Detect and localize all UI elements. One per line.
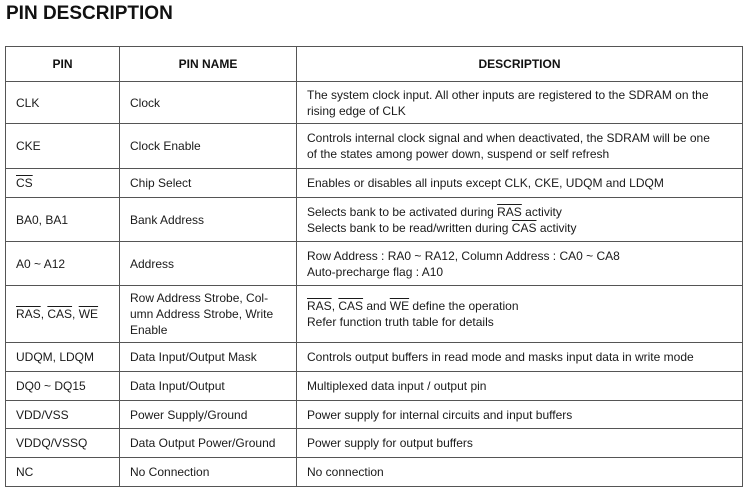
table-row <box>6 82 743 124</box>
description-line: The system clock input. All other inputs are registered to the SDRAM on the <box>307 87 709 102</box>
pin-name-cell: Data Input/Output Mask <box>120 343 297 372</box>
table-row <box>6 343 743 372</box>
description-line: of the states among power down, suspend or self refresh <box>307 147 610 161</box>
pin-name-line: Enable <box>130 323 168 337</box>
pin-cell: BA0, BA1 <box>6 198 120 242</box>
pin-name-cell: Clock Enable <box>120 124 297 169</box>
text-fragment: , <box>72 307 79 321</box>
active-low-signal: $\overline{CAS}$ <box>511 220 537 235</box>
table-row <box>6 401 743 429</box>
pin-description-table <box>5 46 743 487</box>
text-fragment: activity <box>521 204 562 219</box>
description-line <box>307 220 732 236</box>
description-cell: Enables or disables all inputs except CLK, CKE, UDQM and LDQM <box>297 169 743 198</box>
active-low-signal: $\overline{RAS}$ <box>16 307 41 321</box>
description-cell: Power supply for internal circuits and input buffers <box>297 401 743 429</box>
pin-cell: CLK <box>6 82 120 124</box>
pin-name-cell: Bank Address <box>120 198 297 242</box>
table-header-row <box>6 47 743 82</box>
pin-cell <box>6 286 120 343</box>
description-line <box>307 204 732 220</box>
pin-cell: UDQM, LDQM <box>6 343 120 372</box>
active-low-signal: $\overline{CS}$ <box>16 176 33 190</box>
header-description: DESCRIPTION <box>297 47 743 82</box>
pin-cell: A0 ~ A12 <box>6 242 120 286</box>
pin-name-cell <box>120 286 297 343</box>
pin-cell: CKE <box>6 124 120 169</box>
table-row <box>6 124 743 169</box>
description-cell <box>297 124 743 169</box>
header-pin-name: PIN NAME <box>120 47 297 82</box>
description-cell <box>297 242 743 286</box>
description-line: Row Address : RA0 ~ RA12, Column Address : CA0 ~ CA8 <box>307 248 620 263</box>
pin-name-cell: Address <box>120 242 297 286</box>
text-fragment: activity <box>536 220 577 235</box>
description-line: Controls internal clock signal and when deactivated, the SDRAM will be one <box>307 131 710 145</box>
table-row <box>6 286 743 343</box>
text-fragment: Selects bank to be read/written during <box>307 220 512 235</box>
description-cell <box>297 198 743 242</box>
pin-name-cell: Data Output Power/Ground <box>120 429 297 458</box>
pin-cell: VDD/VSS <box>6 401 120 429</box>
text-fragment: and <box>363 299 390 313</box>
text-fragment: Selects bank to be activated during <box>307 204 498 219</box>
table-row <box>6 198 743 242</box>
pin-name-cell: Power Supply/Ground <box>120 401 297 429</box>
description-line: Auto-precharge flag : A10 <box>307 264 444 279</box>
description-cell <box>297 286 743 343</box>
active-low-signal: $\overline{CAS}$ <box>47 307 73 321</box>
pin-cell: NC <box>6 458 120 487</box>
pin-name-cell: Clock <box>120 82 297 124</box>
description-line: Refer function truth table for details <box>307 315 494 329</box>
active-low-signal: $\overline{RAS}$ <box>307 299 332 313</box>
page-title: PIN DESCRIPTION <box>6 3 173 24</box>
pin-name-cell: Chip Select <box>120 169 297 198</box>
active-low-signal: $\overline{WE}$ <box>78 307 99 321</box>
description-line <box>307 298 732 314</box>
description-cell: No connection <box>297 458 743 487</box>
pin-name-line: Row Address Strobe, Col- <box>130 291 269 305</box>
table-row <box>6 169 743 198</box>
text-fragment: , <box>331 299 339 313</box>
description-line: rising edge of CLK <box>307 103 406 118</box>
pin-cell: VDDQ/VSSQ <box>6 429 120 458</box>
description-cell: Controls output buffers in read mode and masks input data in write mode <box>297 343 743 372</box>
active-low-signal: $\overline{WE}$ <box>389 299 410 313</box>
header-pin: PIN <box>6 47 120 82</box>
pin-name-cell: No Connection <box>120 458 297 487</box>
pin-name-line: umn Address Strobe, Write <box>130 307 274 321</box>
description-cell: Power supply for output buffers <box>297 429 743 458</box>
text-fragment: define the operation <box>409 299 519 313</box>
table-row <box>6 458 743 487</box>
table-row <box>6 429 743 458</box>
description-cell: Multiplexed data input / output pin <box>297 372 743 401</box>
active-low-signal: $\overline{RAS}$ <box>497 204 522 219</box>
active-low-signal: $\overline{CAS}$ <box>338 299 364 313</box>
description-cell <box>297 82 743 124</box>
table-row <box>6 242 743 286</box>
text-fragment: , <box>40 307 48 321</box>
pin-cell: DQ0 ~ DQ15 <box>6 372 120 401</box>
table-row <box>6 372 743 401</box>
pin-cell <box>6 169 120 198</box>
pin-name-cell: Data Input/Output <box>120 372 297 401</box>
